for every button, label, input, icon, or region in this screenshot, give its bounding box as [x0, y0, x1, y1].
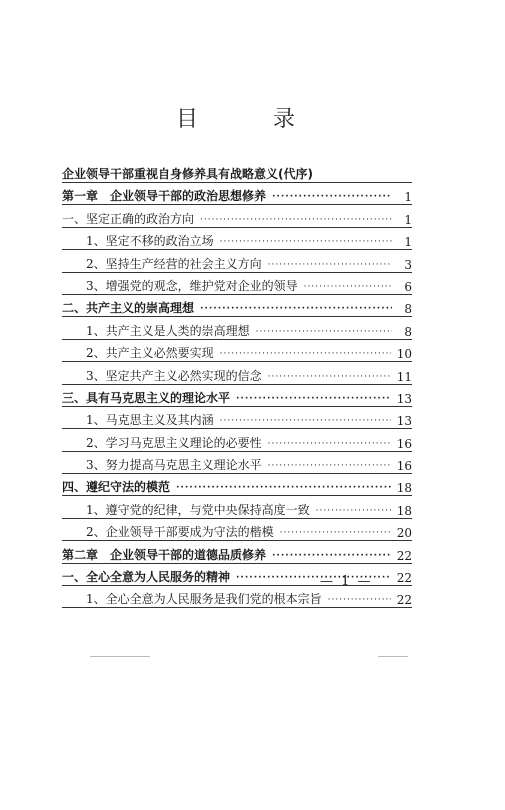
dot-leader — [220, 235, 392, 249]
dot-leader — [272, 190, 392, 204]
toc-entry[interactable] — [62, 249, 412, 271]
toc-entry-page: 8 — [404, 324, 412, 339]
table-of-contents — [62, 160, 412, 607]
toc-entry-page: 22 — [396, 593, 412, 608]
toc-entry[interactable] — [62, 406, 412, 428]
toc-entry-page: 22 — [396, 548, 412, 563]
toc-entry[interactable] — [62, 384, 412, 406]
scan-mark — [378, 656, 408, 657]
toc-entry[interactable] — [62, 451, 412, 473]
scan-mark — [90, 656, 150, 657]
dot-leader — [220, 414, 391, 428]
dot-leader — [268, 370, 391, 384]
toc-entry-title: 一、坚定正确的政治方向 — [62, 211, 195, 226]
toc-entry-title: 一、全心全意为人民服务的精神 — [62, 570, 231, 585]
toc-entry[interactable] — [62, 428, 412, 450]
dot-leader — [236, 392, 391, 406]
toc-entry-page: 8 — [404, 302, 412, 317]
toc-entry-page: 13 — [396, 391, 412, 406]
toc-entry-page: 18 — [396, 503, 412, 518]
dot-leader — [200, 213, 392, 227]
toc-entry-page: 1 — [404, 190, 412, 205]
toc-entry[interactable] — [62, 540, 412, 562]
dot-leader — [256, 325, 392, 339]
toc-entry[interactable] — [62, 316, 412, 338]
toc-entry[interactable] — [62, 473, 412, 495]
toc-heading: 目 录 — [176, 107, 329, 132]
toc-entry-page: 3 — [404, 257, 412, 272]
toc-entry-page: 22 — [396, 571, 412, 586]
toc-entry[interactable] — [62, 160, 412, 182]
toc-entry-title: 2、共产主义必然要实现 — [86, 346, 214, 361]
toc-entry[interactable] — [62, 495, 412, 517]
toc-entry[interactable] — [62, 204, 412, 226]
toc-entry-title: 3、增强党的观念，维护党对企业的领导 — [86, 278, 298, 293]
toc-entry-page: 1 — [404, 212, 412, 227]
dot-leader — [268, 437, 391, 451]
toc-entry-title: 四、遵纪守法的模范 — [62, 480, 171, 495]
toc-entry[interactable] — [62, 339, 412, 361]
toc-entry-title: 1、遵守党的纪律，与党中央保持高度一致 — [86, 502, 310, 517]
toc-entry-page: 10 — [396, 347, 412, 362]
toc-entry-title: 3、努力提高马克思主义理论水平 — [86, 458, 262, 473]
dot-leader — [268, 258, 392, 272]
toc-entry-title: 2、坚持生产经营的社会主义方向 — [86, 256, 262, 271]
dot-leader — [280, 526, 391, 540]
dot-leader — [328, 593, 391, 607]
toc-entry-title: 第二章 企业领导干部的道德品质修养 — [62, 547, 267, 562]
toc-entry-title: 2、企业领导干部要成为守法的楷模 — [86, 525, 274, 540]
toc-entry[interactable] — [62, 294, 412, 316]
dot-leader — [200, 302, 392, 316]
toc-entry-title: 1、共产主义是人类的崇高理想 — [86, 323, 250, 338]
toc-entry-page: 20 — [396, 526, 412, 541]
dot-leader — [316, 504, 391, 518]
dot-leader — [272, 549, 391, 563]
toc-entry-page: 11 — [396, 369, 412, 384]
toc-entry-title: 2、学习马克思主义理论的必要性 — [86, 435, 262, 450]
toc-entry[interactable] — [62, 361, 412, 383]
toc-entry[interactable] — [62, 518, 412, 540]
toc-entry-title: 3、坚定共产主义必然实现的信念 — [86, 368, 262, 383]
toc-entry[interactable] — [62, 272, 412, 294]
toc-entry-title: 1、坚定不移的政治立场 — [86, 234, 214, 249]
dot-leader — [268, 459, 391, 473]
toc-entry-title: 第一章 企业领导干部的政治思想修养 — [62, 189, 267, 204]
toc-entry-page: 1 — [404, 235, 412, 250]
toc-entry-page: 13 — [396, 414, 412, 429]
toc-entry-page: 6 — [404, 279, 412, 294]
toc-entry-title: 1、马克思主义及其内涵 — [86, 413, 214, 428]
toc-entry-title: 三、具有马克思主义的理论水平 — [62, 390, 231, 405]
page-number: — 1 — — [320, 574, 373, 589]
toc-entry-title: 二、共产主义的崇高理想 — [62, 301, 195, 316]
toc-entry-page: 16 — [396, 436, 412, 451]
dot-leader — [220, 347, 391, 361]
toc-entry-page: 16 — [396, 459, 412, 474]
toc-entry[interactable] — [62, 182, 412, 204]
toc-entry-title: 企业领导干部重视自身修养具有战略意义(代序) — [62, 167, 313, 181]
toc-entry-page: 18 — [396, 481, 412, 496]
dot-leader — [176, 481, 391, 495]
toc-entry[interactable] — [62, 227, 412, 249]
toc-entry-title: 1、全心全意为人民服务是我们党的根本宗旨 — [86, 592, 322, 607]
dot-leader — [304, 280, 392, 294]
